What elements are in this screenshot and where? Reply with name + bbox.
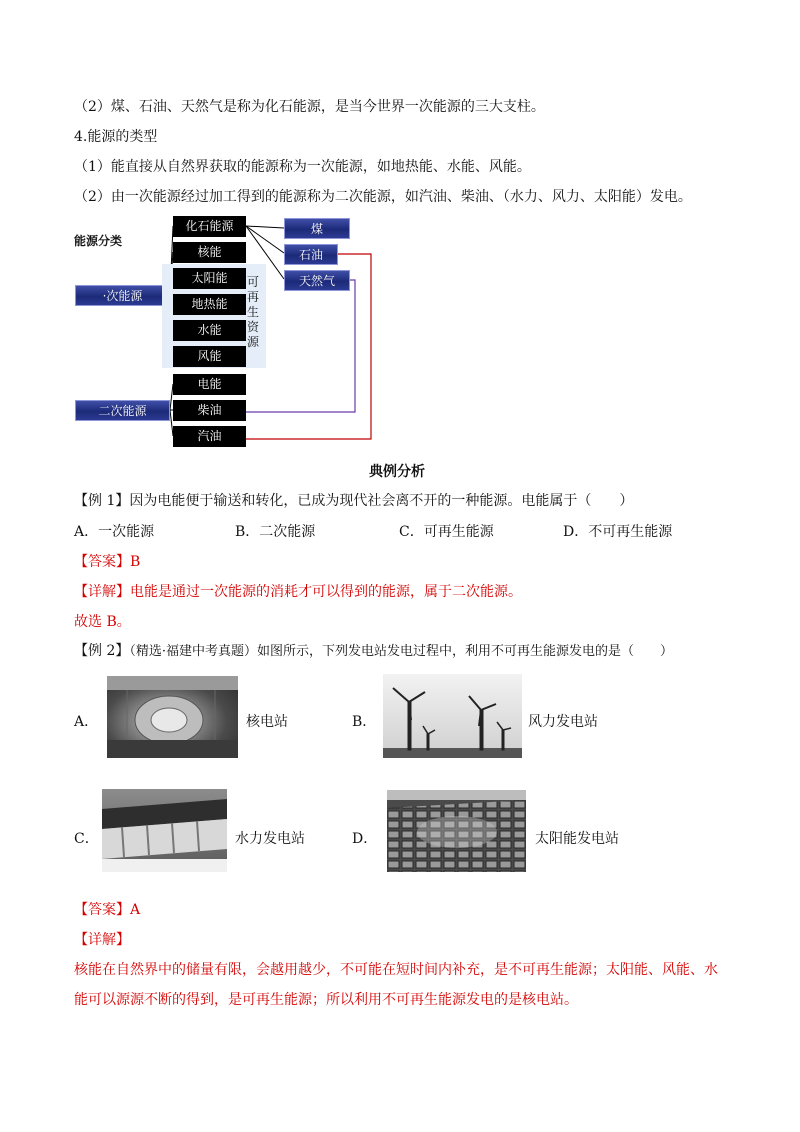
nuclear-energy-box: 核能 <box>173 242 246 263</box>
wind-turbines-photo <box>383 674 522 758</box>
answer-tag: 【答案】 <box>74 902 130 918</box>
example-1-option-b[interactable]: B．二次能源 <box>235 524 316 540</box>
wind-energy-box: 风能 <box>173 346 246 367</box>
example-1-stem: 【例 1】因为电能便于输送和转化，已成为现代社会离不开的一种能源。电能属于（ ） <box>74 493 634 509</box>
example-2-option-c-caption: 水力发电站 <box>235 831 305 847</box>
example-2-option-b-caption: 风力发电站 <box>528 714 598 730</box>
heading-energy-types: 4.能源的类型 <box>74 129 158 145</box>
answer-value: B <box>130 554 141 570</box>
secondary-energy-box: 二次能源 <box>75 400 170 421</box>
coal-box: 煤 <box>284 218 350 239</box>
example-1-option-c[interactable]: C．可再生能源 <box>399 524 494 540</box>
electric-energy-box: 电能 <box>173 374 246 395</box>
answer-tag: 【答案】 <box>74 554 130 570</box>
section-title: 典例分析 <box>369 464 425 480</box>
example-2-detail-tag: 【详解】 <box>74 932 130 948</box>
detail-tag: 【详解】 <box>74 584 130 600</box>
water-energy-box: 水能 <box>173 320 246 341</box>
hydro-dam-photo <box>102 789 227 872</box>
detail-text: 电能是通过一次能源的消耗才可以得到的能源，属于二次能源。 <box>130 584 522 600</box>
example-1-conclusion: 故选 B。 <box>74 614 131 630</box>
answer-value: A <box>130 902 141 918</box>
example-2-option-d-caption: 太阳能发电站 <box>535 831 619 847</box>
gasoline-box: 汽油 <box>173 426 246 447</box>
example-2-stem <box>74 641 673 662</box>
geothermal-energy-box: 地热能 <box>173 294 246 315</box>
diesel-box: 柴油 <box>173 400 246 421</box>
example-2-detail-line-2: 能可以源源不断的得到，是可再生能源；所以利用不可再生能源发电的是核电站。 <box>74 992 578 1008</box>
example-1-answer <box>74 552 140 572</box>
energy-classification-diagram <box>70 212 390 448</box>
solar-array-photo <box>387 790 526 872</box>
example-2-option-a-letter[interactable]: A． <box>74 714 99 730</box>
example-1-detail <box>74 582 522 602</box>
example-2-option-c-letter[interactable]: C． <box>74 831 99 847</box>
paragraph-primary-energy: （1）能直接从自然界获取的能源称为一次能源，如地热能、水能、风能。 <box>74 159 531 175</box>
example-2-answer <box>74 900 140 920</box>
example-2-option-b-letter[interactable]: B． <box>352 714 377 730</box>
example-2-text: （精选·福建中考真题）如图所示，下列发电站发电过程中，利用不可再生能源发电的是（ ） <box>129 644 673 659</box>
example-2-tag: 【例 2】 <box>74 643 130 659</box>
example-1-option-d[interactable]: D．不可再生能源 <box>563 524 673 540</box>
nuclear-plant-photo <box>107 676 238 758</box>
fossil-energy-box: 化石能源 <box>173 216 246 237</box>
example-1-option-a[interactable]: A．一次能源 <box>74 524 155 540</box>
paragraph-fossil-energy: （2）煤、石油、天然气是称为化石能源，是当今世界一次能源的三大支柱。 <box>74 99 545 115</box>
paragraph-secondary-energy: （2）由一次能源经过加工得到的能源称为二次能源，如汽油、柴油、（水力、风力、太阳能）发电。 <box>74 189 692 205</box>
example-2-option-a-caption: 核电站 <box>246 714 288 730</box>
natural-gas-box: 天然气 <box>284 270 350 291</box>
example-2-option-d-letter[interactable]: D． <box>352 831 378 847</box>
renewable-resource-label: 可再生资源 <box>246 275 259 349</box>
oil-box: 石油 <box>284 244 338 265</box>
solar-energy-box: 太阳能 <box>173 268 246 289</box>
example-2-detail-line-1: 核能在自然界中的储量有限，会越用越少，不可能在短时间内补充，是不可再生能源；太阳能、风能、水 <box>74 962 718 978</box>
diagram-title: 能源分类 <box>74 234 123 248</box>
primary-energy-box: ·次能源 <box>75 285 170 306</box>
